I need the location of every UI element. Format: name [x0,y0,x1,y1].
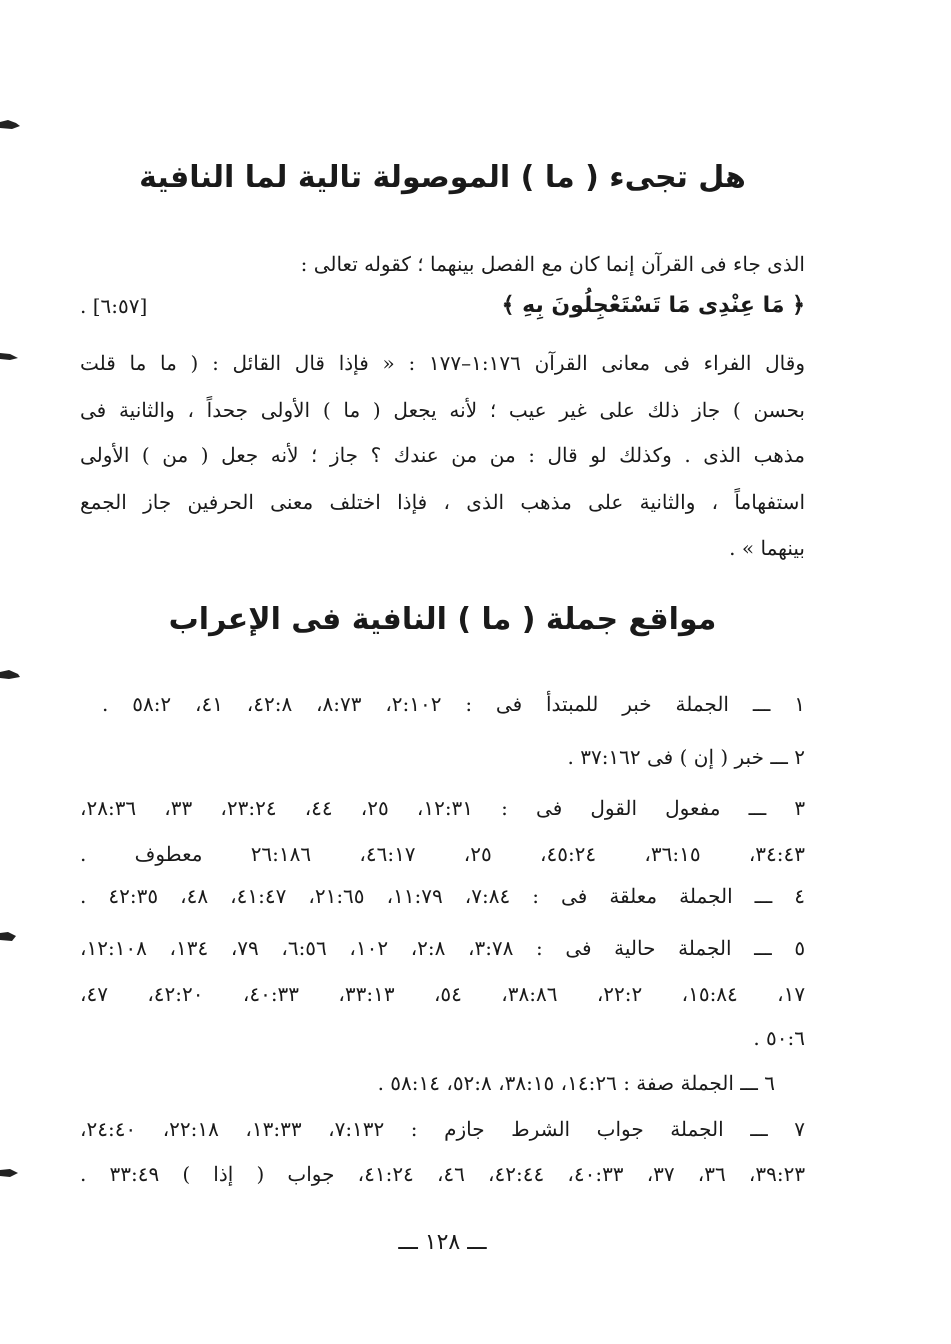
list-item-7-cont: ٣٩:٢٣، ٣٦، ٣٧، ٤٠:٣٣، ٤٢:٤٤، ٤٦، ٤١:٢٤، جواب ( إذا ) ٣٣:٤٩ . [80,1162,806,1186]
scan-mark [0,352,20,362]
section-title-relative-ma: هل تجىء ( ما ) الموصولة تالية لما النافية [139,160,746,195]
list-item-4: ٤ ـــ الجملة معلقة فى : ٧:٨٤، ١١:٧٩، ٢١:٦٥، ٤١:٤٧، ٤٨، ٤٢:٣٥ . [80,884,806,908]
intro-line: الذى جاء فى القرآن إنما كان مع الفصل بينهما ؛ كقوله تعالى : [300,252,805,276]
list-item-6: ٦ ـــ الجملة صفة : ١٤:٢٦، ٣٨:١٥، ٥٢:٨، ٥٨:١٤ . [377,1071,775,1095]
book-page [80,0,805,1344]
page-number: ـــ ١٢٨ ـــ [398,1230,487,1255]
quran-verse: ﴿ مَا عِنْدِى مَا تَسْتَعْجِلُونَ بِهِ ﴾ [501,293,805,318]
scan-mark [0,670,20,680]
scan-mark [0,1168,20,1178]
list-item-5-end: ٥٠:٦ . [753,1026,805,1050]
quote-line-1: وقال الفراء فى معانى القرآن ١:١٧٦–١٧٧ : « فإذا قال القائل : ( ما ما قلت [80,351,805,375]
quran-verse-row [80,288,805,328]
list-item-5: ٥ ـــ الجملة حالية فى : ٣:٧٨، ٢:٨، ١٠٢، ٦:٥٦، ٧٩، ١٣٤، ١٢:١٠٨، [80,936,806,960]
list-item-2: ٢ ـــ خبر ( إن ) فى ٣٧:١٦٢ . [567,745,805,769]
quote-line-2: بحسن ) جاز ذلك على غير عيب ؛ لأنه يجعل ( ما ) الأولى جحداً ، والثانية فى [80,398,805,422]
quote-line-3: مذهب الذى . وكذلك لو قال : من من عندك ؟ جاز ؛ لأنه جعل ( من ) الأولى [80,443,805,467]
quote-line-5: بينهما » . [729,536,805,560]
list-item-3-cont: ٣٤:٤٣، ٣٦:١٥، ٤٥:٢٤، ٢٥، ٤٦:١٧، ٢٦:١٨٦ معطوف . [80,842,806,866]
list-item-7: ٧ ـــ الجملة جواب الشرط جازم : ٧:١٣٢، ١٣:٣٣، ٢٢:١٨، ٢٤:٤٠، [80,1117,806,1141]
list-item-5-cont: ١٧، ١٥:٨٤، ٢٢:٢، ٣٨:٨٦، ٥٤، ٣٣:١٣، ٤٠:٣٣، ٤٢:٢٠، ٤٧، [80,982,806,1006]
scan-mark [0,120,20,130]
list-item-3: ٣ ـــ مفعول القول فى : ١٢:٣١، ٢٥، ٤٤، ٢٣:٢٤، ٣٣، ٢٨:٣٦، [80,796,806,820]
scan-mark [0,932,20,942]
section-title-positions: مواقع جملة ( ما ) النافية فى الإعراب [168,602,717,637]
list-item-1: ١ ـــ الجملة خبر للمبتدأ فى : ٢:١٠٢، ٨:٧٣، ٤٢:٨، ٤١، ٥٨:٢ . [102,692,805,716]
quote-line-4: استفهاماً ، والثانية على مذهب الذى ، فإذا اختلف معنى الحرفين جاز الجمع [80,490,805,514]
verse-reference: [٦:٥٧] . [80,294,148,318]
